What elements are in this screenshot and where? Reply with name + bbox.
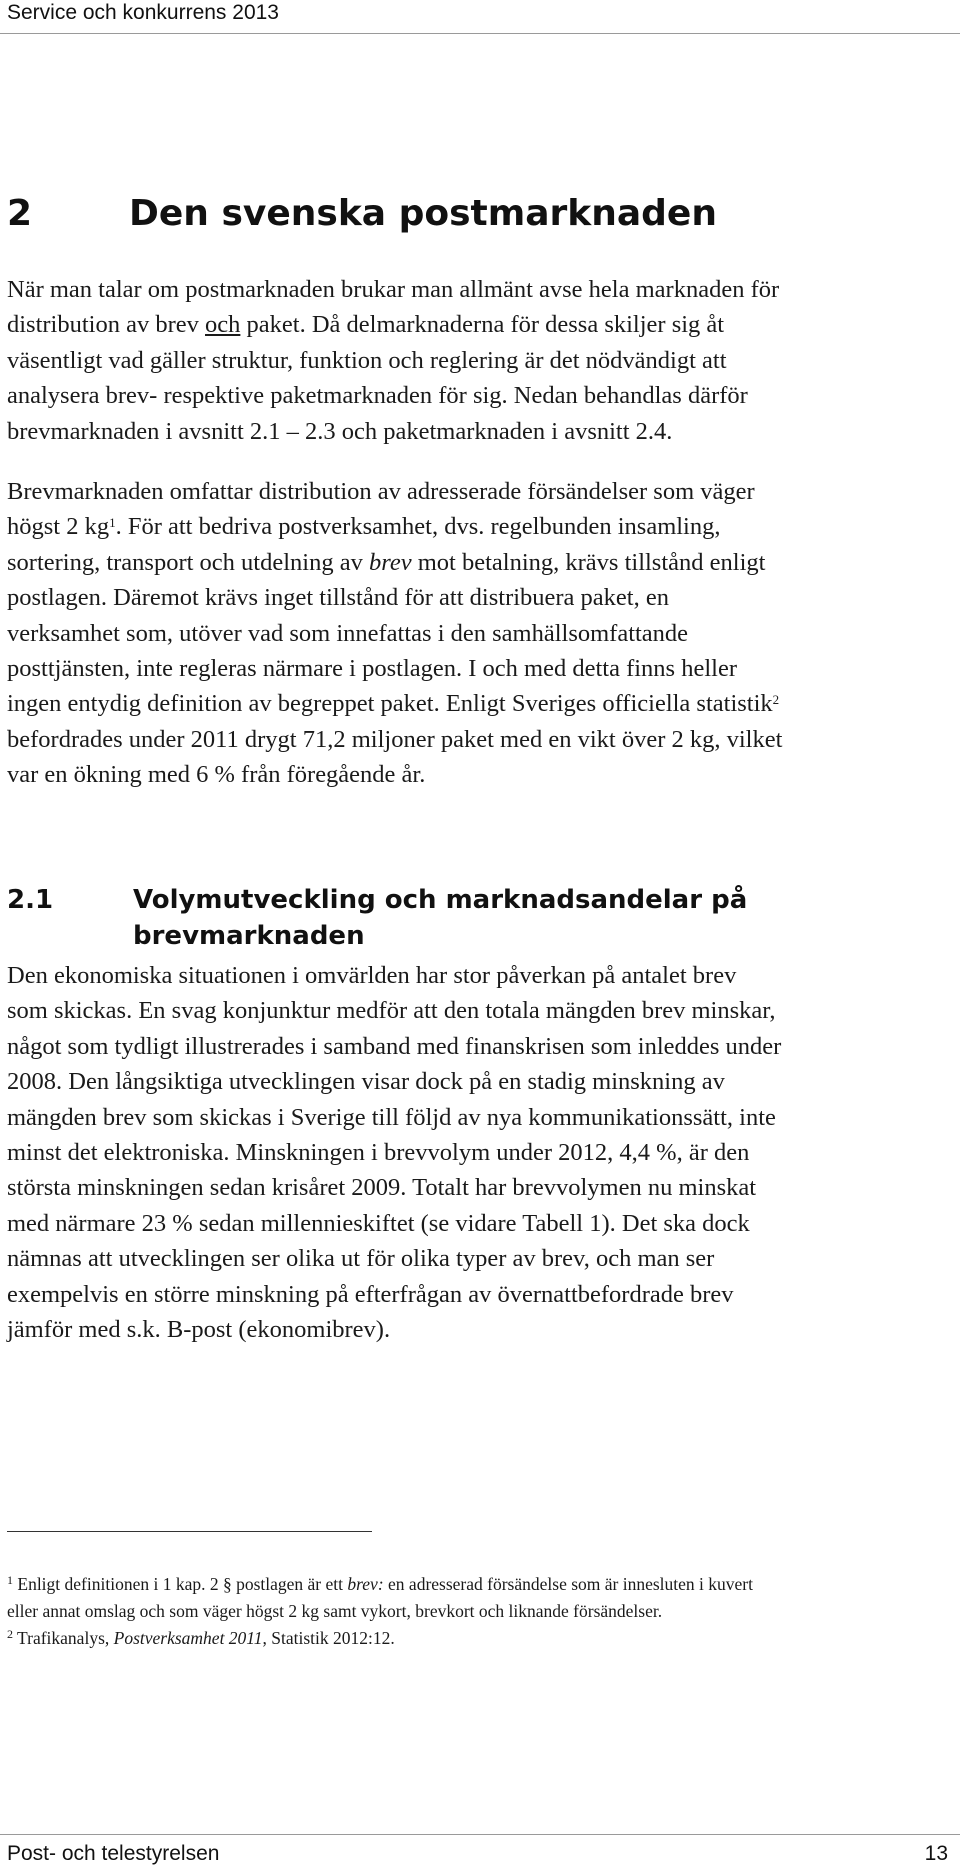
- text-line: [7, 307, 953, 342]
- text-line: [7, 545, 953, 580]
- footnote-line: [7, 1571, 953, 1598]
- italic-term: brev:: [347, 1574, 384, 1594]
- text-run: . För att bedriva postverksamhet, dvs. regelbunden insamling,: [115, 513, 721, 541]
- text-line: befordrades under 2011 drygt 71,2 miljoner paket med en vikt över 2 kg, vilket: [7, 725, 783, 753]
- text-line: När man talar om postmarknaden brukar man allmänt avse hela marknaden för: [7, 276, 780, 303]
- text-line: Brevmarknaden omfattar distribution av adresserade försändelser som väger: [7, 478, 755, 505]
- subsection-title-line: Volymutveckling och marknadsandelar på: [133, 885, 748, 915]
- text-run: en adresserad försändelse som är innesluten i kuvert: [383, 1574, 753, 1594]
- text-line: med närmare 23 % sedan millennieskiftet (se vidare Tabell 1). Det ska dock: [7, 1209, 750, 1237]
- text-run: Enligt definitionen i 1 kap. 2 § postlagen är ett: [13, 1574, 348, 1594]
- text-run: , Statistik 2012:12.: [262, 1628, 395, 1648]
- text-line: jämför med s.k. B-post (ekonomibrev).: [7, 1316, 391, 1344]
- page-number: 13: [924, 1842, 948, 1865]
- underlined-word: och: [205, 311, 241, 339]
- text-run: ingen entydig definition av begreppet paket. Enligt Sveriges officiella statistik: [7, 690, 773, 718]
- header-divider: [0, 33, 960, 34]
- footnote-1: [7, 1571, 953, 1625]
- text-run: mot betalning, krävs tillstånd enligt: [411, 548, 766, 576]
- subsection-title-line: brevmarknaden: [133, 921, 365, 951]
- subsection-title: [133, 882, 833, 954]
- text-line: väsentligt vad gäller struktur, funktion och reglering är det nödvändigt att: [7, 346, 727, 374]
- footnote-marker: 2: [7, 1627, 13, 1641]
- footer-divider: [0, 1834, 960, 1835]
- footnote-line: eller annat omslag och som väger högst 2 kg samt vykort, brevkort och liknande försändelser.: [7, 1601, 663, 1621]
- text-line: som skickas. En svag konjunktur medför att den totala mängden brev minskar,: [7, 997, 776, 1025]
- text-line: minst det elektroniska. Minskningen i brevvolym under 2012, 4,4 %, är den: [7, 1139, 750, 1167]
- paragraph-brevmarknaden: [7, 474, 953, 793]
- text-line: något som tydligt illustrerades i samband med finanskrisen som inleddes under: [7, 1032, 782, 1060]
- footnote-ref-2[interactable]: 2: [772, 692, 780, 708]
- section-heading-2: [7, 192, 717, 236]
- text-line: posttjänsten, inte regleras närmare i postlagen. I och med detta finns heller: [7, 655, 737, 683]
- text-line: 2008. Den långsiktiga utvecklingen visar dock på en stadig minskning av: [7, 1068, 725, 1096]
- text-line: mängden brev som skickas i Sverige till följd av nya kommunikationssätt, inte: [7, 1103, 776, 1131]
- text-run: sortering, transport och utdelning av: [7, 548, 369, 576]
- text-line: [7, 686, 953, 721]
- text-run: Trafikanalys,: [13, 1628, 114, 1648]
- text-line: var en ökning med 6 % från föregående år.: [7, 761, 426, 789]
- footnote-separator: [7, 1531, 372, 1532]
- text-run: högst 2 kg: [7, 513, 110, 541]
- footnote-ref-1[interactable]: 1: [109, 515, 116, 531]
- text-run: distribution av brev: [7, 311, 206, 339]
- subsection-number: 2.1: [7, 885, 54, 915]
- text-line: verksamhet som, utöver vad som innefattas i den samhällsomfattande: [7, 619, 689, 647]
- running-header: Service och konkurrens 2013: [7, 1, 279, 24]
- paragraph-volymutveckling: [7, 958, 953, 1347]
- italic-title: Postverksamhet 2011: [113, 1628, 263, 1648]
- text-line: exempelvis en större minskning på efterfrågan av övernattbefordrade brev: [7, 1280, 734, 1308]
- text-line: brevmarknaden i avsnitt 2.1 – 2.3 och paketmarknaden i avsnitt 2.4.: [7, 417, 673, 445]
- text-line: postlagen. Däremot krävs inget tillstånd för att distribuera paket, en: [7, 584, 669, 612]
- text-run: paket. Då delmarknaderna för dessa skiljer sig åt: [240, 311, 725, 339]
- footer-publisher: Post- och telestyrelsen: [7, 1842, 220, 1865]
- text-line: Den ekonomiska situationen i omvärlden har stor påverkan på antalet brev: [7, 962, 737, 989]
- footnote-2: [7, 1625, 953, 1652]
- section-number: 2: [7, 193, 33, 234]
- text-line: nämnas att utvecklingen ser olika ut för olika typer av brev, och man ser: [7, 1245, 715, 1273]
- paragraph-intro: [7, 272, 953, 449]
- text-line: [7, 509, 953, 544]
- footnote-line: [7, 1625, 953, 1652]
- section-title: Den svenska postmarknaden: [129, 193, 717, 234]
- italic-term: brev: [368, 548, 412, 576]
- text-line: analysera brev- respektive paketmarknaden för sig. Nedan behandlas därför: [7, 382, 748, 410]
- text-line: största minskningen sedan krisåret 2009. Totalt har brevvolymen nu minskat: [7, 1174, 757, 1202]
- footnote-marker: 1: [7, 1573, 13, 1587]
